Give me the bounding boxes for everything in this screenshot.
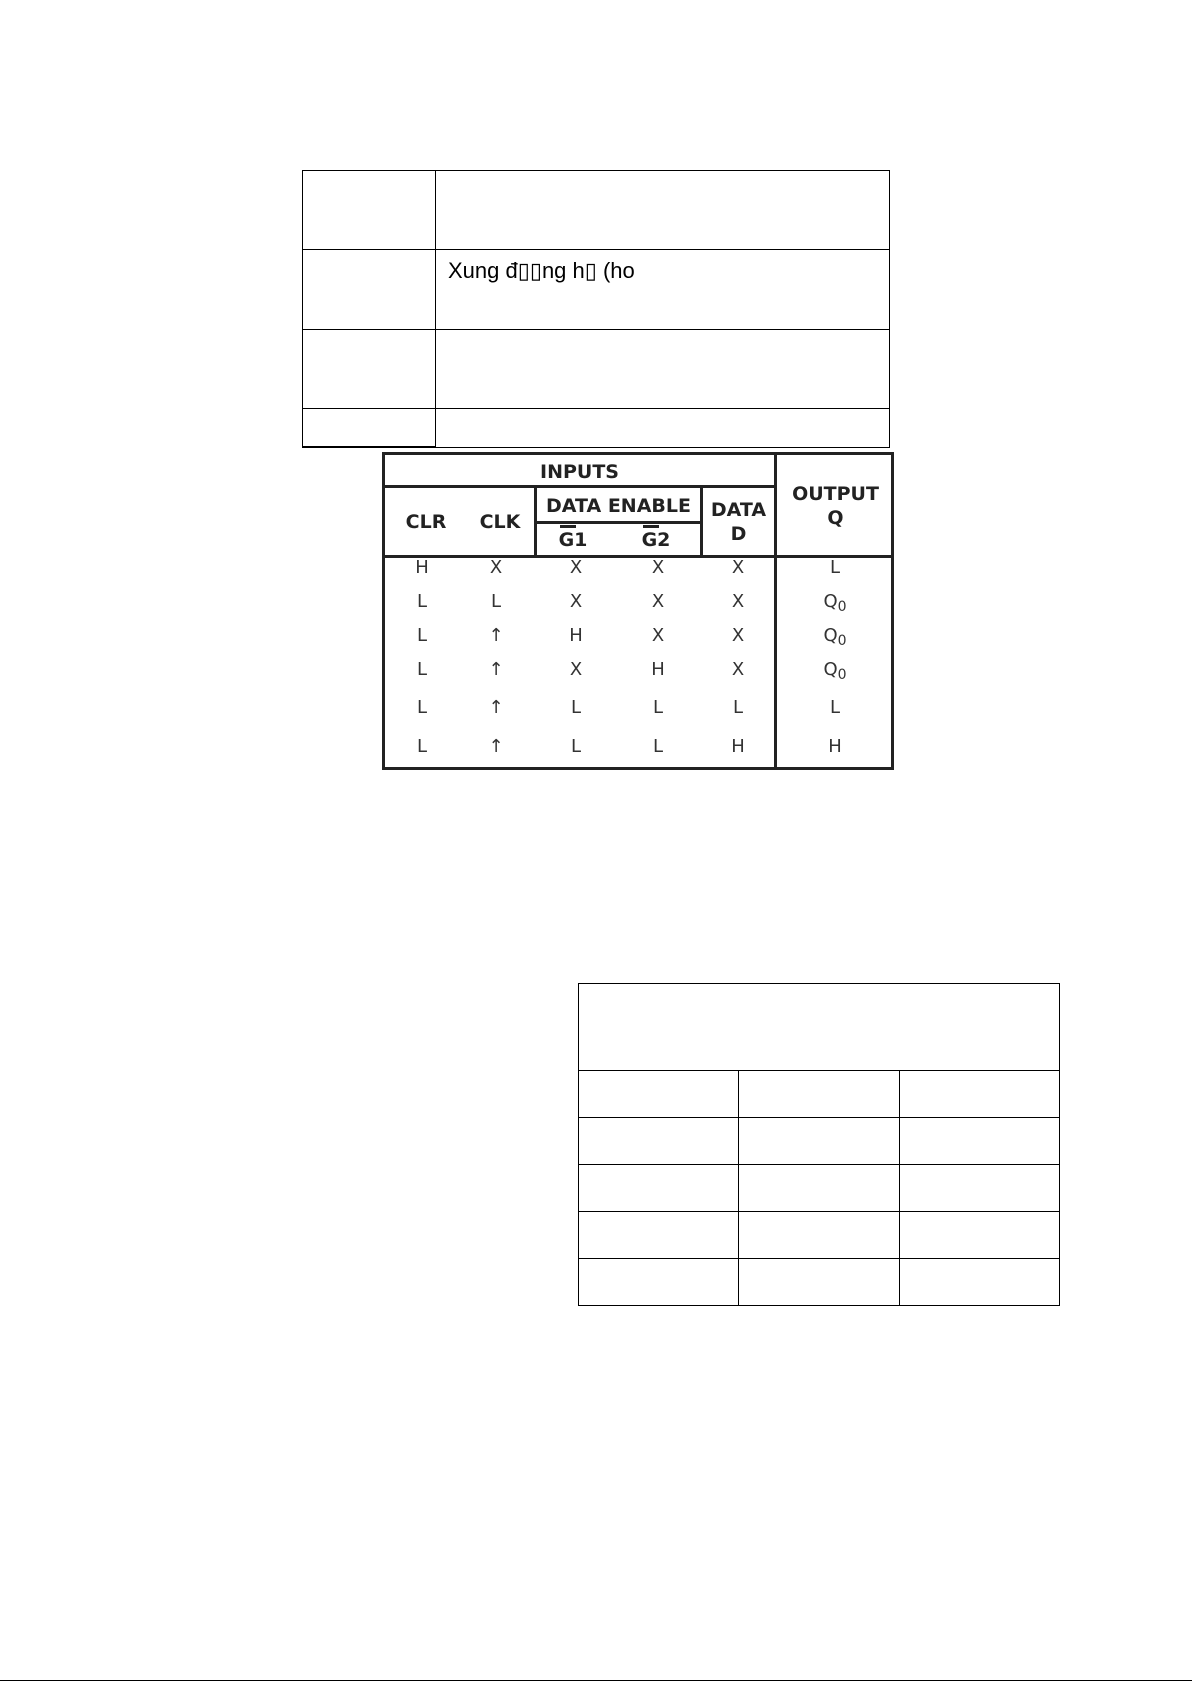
table-cell — [739, 1212, 899, 1259]
truth-cell-d: X — [731, 659, 745, 680]
truth-cell-d: X — [731, 557, 745, 578]
truth-cell-g2: L — [652, 736, 664, 757]
truth-cell-d: H — [731, 736, 745, 757]
table-row — [303, 171, 890, 250]
page-bottom-rule — [0, 1680, 1192, 1681]
truth-cell-q: $Q_0$ — [823, 659, 847, 683]
truth-cell-q: $Q_0$ — [823, 591, 847, 615]
table-cell — [579, 1259, 739, 1306]
truth-cell-clr: L — [416, 625, 428, 646]
truth-cell-clr: L — [416, 736, 428, 757]
data-enable-header: DATA ENABLE — [546, 495, 691, 517]
pin-description-cell — [436, 329, 890, 408]
table-cell — [899, 1259, 1059, 1306]
truth-cell-q: L — [829, 697, 841, 718]
truth-cell-clk: ↑ — [488, 625, 504, 646]
truth-cell-clr: H — [415, 557, 429, 578]
truth-cell-clk: ↑ — [488, 736, 504, 757]
table-cell — [579, 1165, 739, 1212]
truth-table-figure — [382, 452, 894, 770]
truth-cell-g1: X — [569, 591, 583, 612]
table-row — [579, 1071, 1060, 1118]
table-cell — [739, 1071, 899, 1118]
table-row — [303, 409, 890, 447]
table-cell — [579, 1118, 739, 1165]
divider — [385, 485, 774, 488]
pin-description-cell: Xung đ▯▯ng h▯ (ho — [436, 250, 890, 329]
g1-header: G1 — [558, 529, 588, 551]
truth-cell-q: $Q_0$ — [823, 625, 847, 649]
pin-description-cell — [436, 171, 890, 250]
g2-header: G2 — [641, 529, 671, 551]
truth-cell-g1: H — [569, 625, 583, 646]
table-cell — [739, 1118, 899, 1165]
table-cell — [899, 1165, 1059, 1212]
table-header-cell — [579, 984, 1060, 1071]
truth-cell-clk: ↑ — [488, 697, 504, 718]
pin-label-cell — [303, 409, 436, 447]
pin-label-cell — [303, 171, 436, 250]
pin-description-cell — [436, 409, 890, 447]
truth-cell-g1: X — [569, 557, 583, 578]
output-q-header: Q — [827, 507, 844, 529]
clk-header: CLK — [479, 511, 521, 533]
truth-cell-q: L — [829, 557, 841, 578]
truth-cell-clk: L — [490, 591, 502, 612]
truth-cell-d: L — [732, 697, 744, 718]
clr-header: CLR — [405, 511, 447, 533]
table-cell — [739, 1259, 899, 1306]
truth-cell-q: H — [828, 736, 842, 757]
table-row — [303, 329, 890, 408]
pin-label-cell — [303, 329, 436, 408]
pin-description-table — [302, 170, 890, 448]
table-cell — [579, 1071, 739, 1118]
divider — [537, 521, 700, 524]
truth-cell-clr: L — [416, 591, 428, 612]
truth-cell-g2: L — [652, 697, 664, 718]
truth-cell-g1: L — [570, 736, 582, 757]
table-row — [579, 1165, 1060, 1212]
empty-table — [578, 983, 1060, 1306]
truth-cell-g2: X — [651, 625, 665, 646]
truth-cell-g1: L — [570, 697, 582, 718]
truth-cell-g1: X — [569, 659, 583, 680]
table-row — [579, 1259, 1060, 1306]
pin-label-cell — [303, 250, 436, 329]
truth-cell-clk: ↑ — [488, 659, 504, 680]
g1-overline — [560, 525, 576, 528]
table-cell — [899, 1212, 1059, 1259]
truth-cell-clk: X — [489, 557, 503, 578]
table-row — [579, 1212, 1060, 1259]
table-cell — [899, 1071, 1059, 1118]
output-header: OUTPUT — [792, 483, 879, 505]
table-header-row — [579, 984, 1060, 1071]
truth-cell-d: X — [731, 591, 745, 612]
truth-cell-clr: L — [416, 659, 428, 680]
table-cell — [899, 1118, 1059, 1165]
truth-cell-g2: X — [651, 557, 665, 578]
truth-cell-g2: X — [651, 591, 665, 612]
table-cell — [579, 1212, 739, 1259]
inputs-header: INPUTS — [540, 461, 619, 483]
data-d-header: D — [730, 523, 747, 545]
truth-cell-clr: L — [416, 697, 428, 718]
table-cell — [739, 1165, 899, 1212]
g2-overline — [643, 525, 659, 528]
truth-cell-g2: H — [651, 659, 665, 680]
table-row — [579, 1118, 1060, 1165]
truth-cell-d: X — [731, 625, 745, 646]
data-header: DATA — [710, 499, 767, 521]
table-row — [303, 250, 890, 329]
